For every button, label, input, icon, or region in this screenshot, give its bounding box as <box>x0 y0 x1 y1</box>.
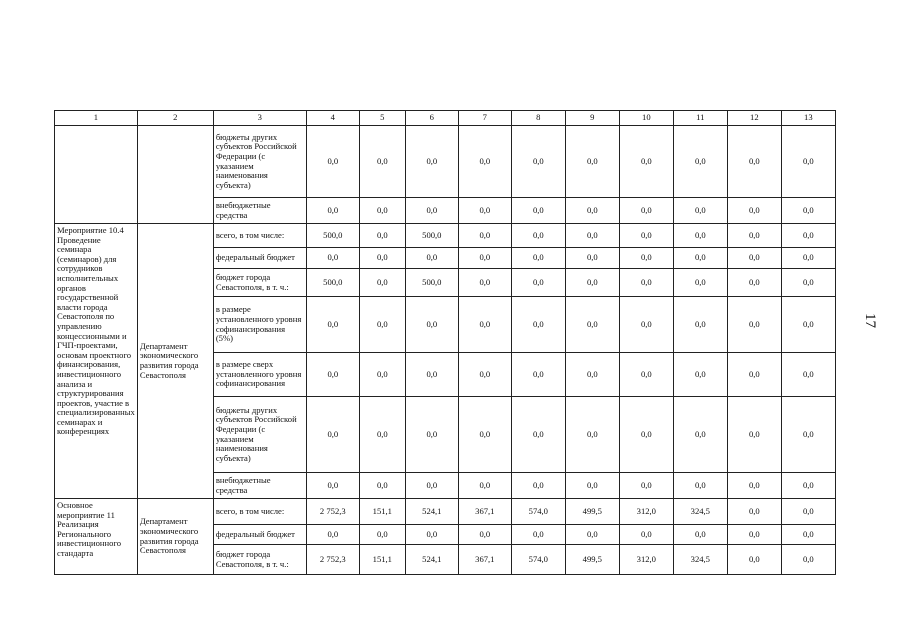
value-cell: 0,0 <box>727 525 781 545</box>
header-cell: 9 <box>565 111 619 126</box>
value-cell: 2 752,3 <box>306 499 359 525</box>
value-cell: 0,0 <box>405 126 458 198</box>
table-row <box>55 126 836 198</box>
measure-cell: Основное мероприятие 11 Реализация Регионального инвестиционного стандарта <box>55 499 138 575</box>
value-cell: 0,0 <box>673 353 727 397</box>
value-cell: 0,0 <box>458 248 511 269</box>
value-cell: 324,5 <box>673 545 727 575</box>
value-cell: 0,0 <box>306 353 359 397</box>
value-cell: 0,0 <box>306 473 359 499</box>
value-cell: 0,0 <box>306 297 359 353</box>
value-cell: 0,0 <box>359 525 405 545</box>
funding-source-cell: бюджет города Севастополя, в т. ч.: <box>213 545 306 575</box>
value-cell: 0,0 <box>565 297 619 353</box>
header-cell: 13 <box>781 111 835 126</box>
value-cell: 0,0 <box>619 269 673 297</box>
value-cell: 0,0 <box>458 473 511 499</box>
value-cell: 0,0 <box>565 269 619 297</box>
value-cell: 0,0 <box>565 126 619 198</box>
value-cell: 312,0 <box>619 499 673 525</box>
value-cell: 0,0 <box>405 353 458 397</box>
funding-source-cell: всего, в том числе: <box>213 499 306 525</box>
value-cell: 0,0 <box>359 297 405 353</box>
value-cell: 0,0 <box>781 545 835 575</box>
value-cell: 0,0 <box>673 224 727 248</box>
value-cell: 0,0 <box>727 126 781 198</box>
value-cell: 0,0 <box>781 297 835 353</box>
executor-cell: Департамент экономического развития города Севастополя <box>137 224 213 499</box>
measure-cell <box>55 126 138 224</box>
value-cell: 0,0 <box>359 126 405 198</box>
value-cell: 0,0 <box>781 126 835 198</box>
value-cell: 0,0 <box>727 499 781 525</box>
value-cell: 0,0 <box>781 198 835 224</box>
value-cell: 0,0 <box>458 353 511 397</box>
header-cell: 1 <box>55 111 138 126</box>
header-cell: 8 <box>511 111 565 126</box>
value-cell: 500,0 <box>405 269 458 297</box>
funding-source-cell: федеральный бюджет <box>213 525 306 545</box>
value-cell: 0,0 <box>619 525 673 545</box>
value-cell: 312,0 <box>619 545 673 575</box>
value-cell: 0,0 <box>619 248 673 269</box>
table-body <box>55 111 836 575</box>
value-cell: 0,0 <box>405 473 458 499</box>
value-cell: 367,1 <box>458 499 511 525</box>
value-cell: 0,0 <box>781 224 835 248</box>
measure-cell: Мероприятие 10.4 Проведение семинара (семинаров) для сотрудников исполнительных органов государственной власти города Севастополя по управлению концессионными и ГЧП-проектами, основам проектного финансирования, инвестиционного анализа и структурирования проектов, участие в специализированных семинарах и конференциях <box>55 224 138 499</box>
header-cell: 11 <box>673 111 727 126</box>
value-cell: 574,0 <box>511 545 565 575</box>
funding-source-cell: бюджеты других субъектов Российской Федерации (с указанием наименования субъекта) <box>213 397 306 473</box>
value-cell: 0,0 <box>619 473 673 499</box>
value-cell: 500,0 <box>405 224 458 248</box>
value-cell: 0,0 <box>511 297 565 353</box>
value-cell: 0,0 <box>359 353 405 397</box>
header-cell: 5 <box>359 111 405 126</box>
value-cell: 0,0 <box>458 297 511 353</box>
funding-source-cell: федеральный бюджет <box>213 248 306 269</box>
value-cell: 0,0 <box>511 248 565 269</box>
value-cell: 500,0 <box>306 224 359 248</box>
value-cell: 0,0 <box>565 525 619 545</box>
table-row <box>55 499 836 525</box>
value-cell: 0,0 <box>565 473 619 499</box>
value-cell: 0,0 <box>306 248 359 269</box>
header-row <box>55 111 836 126</box>
header-cell: 7 <box>458 111 511 126</box>
funding-source-cell: внебюджетные средства <box>213 473 306 499</box>
value-cell: 0,0 <box>781 353 835 397</box>
value-cell: 0,0 <box>673 198 727 224</box>
value-cell: 0,0 <box>306 525 359 545</box>
value-cell: 0,0 <box>673 297 727 353</box>
value-cell: 0,0 <box>781 397 835 473</box>
value-cell: 151,1 <box>359 545 405 575</box>
header-cell: 6 <box>405 111 458 126</box>
value-cell: 0,0 <box>458 269 511 297</box>
value-cell: 0,0 <box>727 353 781 397</box>
value-cell: 0,0 <box>727 269 781 297</box>
budget-table <box>54 110 836 575</box>
value-cell: 0,0 <box>619 224 673 248</box>
value-cell: 0,0 <box>673 397 727 473</box>
value-cell: 0,0 <box>727 545 781 575</box>
value-cell: 0,0 <box>619 397 673 473</box>
value-cell: 0,0 <box>781 473 835 499</box>
value-cell: 0,0 <box>306 198 359 224</box>
value-cell: 0,0 <box>458 224 511 248</box>
value-cell: 499,5 <box>565 499 619 525</box>
value-cell: 0,0 <box>565 248 619 269</box>
header-cell: 2 <box>137 111 213 126</box>
header-cell: 4 <box>306 111 359 126</box>
table-row <box>55 224 836 248</box>
value-cell: 0,0 <box>727 224 781 248</box>
value-cell: 0,0 <box>565 198 619 224</box>
value-cell: 151,1 <box>359 499 405 525</box>
funding-source-cell: бюджеты других субъектов Российской Федерации (с указанием наименования субъекта) <box>213 126 306 198</box>
value-cell: 0,0 <box>405 297 458 353</box>
value-cell: 0,0 <box>359 397 405 473</box>
value-cell: 0,0 <box>306 397 359 473</box>
value-cell: 0,0 <box>359 248 405 269</box>
funding-source-cell: в размере установленного уровня софинансирования (5%) <box>213 297 306 353</box>
value-cell: 499,5 <box>565 545 619 575</box>
value-cell: 524,1 <box>405 499 458 525</box>
value-cell: 0,0 <box>511 473 565 499</box>
value-cell: 0,0 <box>458 397 511 473</box>
value-cell: 0,0 <box>727 297 781 353</box>
value-cell: 0,0 <box>673 248 727 269</box>
value-cell: 0,0 <box>781 248 835 269</box>
value-cell: 0,0 <box>727 248 781 269</box>
value-cell: 0,0 <box>673 525 727 545</box>
value-cell: 2 752,3 <box>306 545 359 575</box>
value-cell: 367,1 <box>458 545 511 575</box>
value-cell: 0,0 <box>511 353 565 397</box>
value-cell: 0,0 <box>673 269 727 297</box>
value-cell: 0,0 <box>565 353 619 397</box>
value-cell: 0,0 <box>781 269 835 297</box>
value-cell: 0,0 <box>565 397 619 473</box>
value-cell: 0,0 <box>458 198 511 224</box>
value-cell: 0,0 <box>511 525 565 545</box>
value-cell: 0,0 <box>359 473 405 499</box>
value-cell: 0,0 <box>727 198 781 224</box>
value-cell: 574,0 <box>511 499 565 525</box>
value-cell: 524,1 <box>405 545 458 575</box>
value-cell: 0,0 <box>781 499 835 525</box>
value-cell: 0,0 <box>458 525 511 545</box>
funding-source-cell: внебюджетные средства <box>213 198 306 224</box>
value-cell: 0,0 <box>619 353 673 397</box>
value-cell: 0,0 <box>619 198 673 224</box>
value-cell: 500,0 <box>306 269 359 297</box>
value-cell: 0,0 <box>359 269 405 297</box>
value-cell: 0,0 <box>673 126 727 198</box>
value-cell: 0,0 <box>511 224 565 248</box>
value-cell: 324,5 <box>673 499 727 525</box>
value-cell: 0,0 <box>306 126 359 198</box>
value-cell: 0,0 <box>458 126 511 198</box>
value-cell: 0,0 <box>511 269 565 297</box>
executor-cell <box>137 126 213 224</box>
value-cell: 0,0 <box>405 198 458 224</box>
value-cell: 0,0 <box>405 397 458 473</box>
value-cell: 0,0 <box>511 397 565 473</box>
value-cell: 0,0 <box>359 198 405 224</box>
executor-cell: Департамент экономического развития города Севастополя <box>137 499 213 575</box>
value-cell: 0,0 <box>405 248 458 269</box>
funding-source-cell: бюджет города Севастополя, в т. ч.: <box>213 269 306 297</box>
value-cell: 0,0 <box>673 473 727 499</box>
header-cell: 3 <box>213 111 306 126</box>
value-cell: 0,0 <box>511 126 565 198</box>
value-cell: 0,0 <box>511 198 565 224</box>
value-cell: 0,0 <box>565 224 619 248</box>
funding-source-cell: всего, в том числе: <box>213 224 306 248</box>
value-cell: 0,0 <box>727 397 781 473</box>
value-cell: 0,0 <box>727 473 781 499</box>
page-number: 17 <box>862 313 878 328</box>
funding-source-cell: в размере сверх установленного уровня софинансирования <box>213 353 306 397</box>
value-cell: 0,0 <box>619 297 673 353</box>
header-cell: 10 <box>619 111 673 126</box>
value-cell: 0,0 <box>781 525 835 545</box>
value-cell: 0,0 <box>359 224 405 248</box>
header-cell: 12 <box>727 111 781 126</box>
value-cell: 0,0 <box>405 525 458 545</box>
value-cell: 0,0 <box>619 126 673 198</box>
